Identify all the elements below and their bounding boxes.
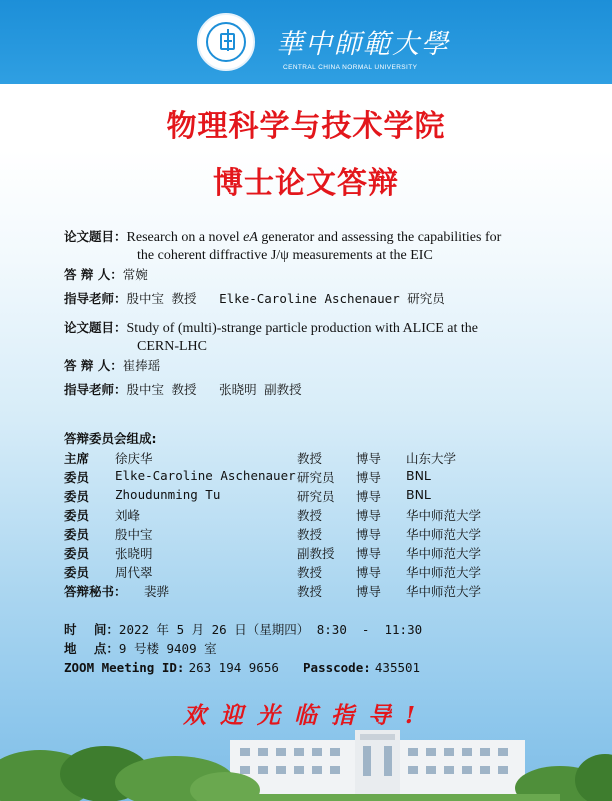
topic-text-end: generator and assessing the capabilities for	[257, 230, 502, 245]
candidate-name: 崔捧瑶	[122, 358, 161, 373]
member-org: 华中师范大学	[406, 546, 482, 561]
member-degree: 博导	[356, 489, 382, 504]
logo-emblem-icon	[209, 23, 247, 61]
member-role: 委员	[64, 508, 90, 523]
topic-text: Research on a novel	[126, 230, 244, 245]
candidate-label: 答 辩 人：	[64, 358, 123, 373]
campus-building-image	[0, 730, 612, 801]
topic-text: Study of (multi)-strange particle production with ALICE at the	[126, 321, 478, 336]
member-role: 委员	[64, 489, 90, 504]
member-title: 副教授	[297, 546, 335, 561]
member-name: Zhoudunming Tu	[115, 487, 221, 502]
member-title: 教授	[297, 527, 323, 542]
member-degree: 博导	[356, 508, 382, 523]
zoom-row	[64, 658, 420, 678]
member-degree: 博导	[356, 451, 382, 466]
member-name: 刘峰	[115, 508, 141, 523]
member-org: BNL	[406, 487, 431, 502]
member-name: Elke-Caroline Aschenauer	[115, 468, 296, 483]
member-org: 山东大学	[406, 451, 457, 466]
time-value: 2022 年 5 月 26 日（星期四） 8:30 - 11:30	[118, 622, 423, 637]
zoom-id: 263 194 9656	[188, 660, 279, 675]
committee-row	[64, 525, 564, 544]
defense-2-topic-line2: CERN-LHC	[137, 339, 207, 354]
advisor-names: 殷中宝 教授 Elke-Caroline Aschenauer 研究员	[126, 291, 445, 306]
defense-2-advisors	[64, 380, 302, 400]
defense-1-advisors	[64, 289, 445, 309]
university-logo	[197, 13, 255, 71]
committee-row	[64, 468, 564, 487]
university-name-cn: 華中師範大學	[276, 29, 450, 60]
member-role: 委员	[64, 546, 90, 561]
defense-2-topic	[64, 318, 478, 338]
member-name: 张晓明	[115, 546, 153, 561]
candidate-name: 常婉	[122, 267, 148, 282]
place-row	[64, 639, 217, 659]
member-role: 答辩秘书：	[64, 584, 127, 599]
defense-1-candidate	[64, 265, 148, 285]
member-org: 华中师范大学	[406, 565, 482, 580]
committee-row	[64, 582, 564, 601]
defense-1-topic-line2: the coherent diffractive J/ψ measurements at the EIC	[137, 248, 433, 263]
member-title: 研究员	[297, 470, 335, 485]
event-info	[64, 620, 584, 680]
committee-row	[64, 544, 564, 563]
committee-row	[64, 563, 564, 582]
member-degree: 博导	[356, 546, 382, 561]
member-org: 华中师范大学	[406, 527, 482, 542]
member-degree: 博导	[356, 565, 382, 580]
member-degree: 博导	[356, 470, 382, 485]
member-degree: 博导	[356, 584, 382, 599]
member-name: 裴骅	[144, 584, 170, 599]
candidate-label: 答 辩 人：	[64, 267, 123, 282]
defense-1-topic	[64, 227, 501, 247]
defense-1	[64, 227, 564, 312]
member-role: 委员	[64, 565, 90, 580]
member-title: 教授	[297, 508, 323, 523]
member-org: 华中师范大学	[406, 584, 482, 599]
time-label: 时 间：	[64, 622, 119, 637]
member-title: 教授	[297, 565, 323, 580]
time-row	[64, 620, 422, 640]
committee-row	[64, 506, 564, 525]
place-value: 9 号楼 9409 室	[118, 641, 217, 656]
member-title: 教授	[297, 584, 323, 599]
advisor-names: 殷中宝 教授 张晓明 副教授	[126, 382, 302, 397]
member-name: 徐庆华	[115, 451, 153, 466]
zoom-label: ZOOM Meeting ID:	[64, 660, 185, 675]
committee-row	[64, 449, 564, 468]
member-org: 华中师范大学	[406, 508, 482, 523]
member-name: 殷中宝	[115, 527, 153, 542]
header-banner	[0, 0, 612, 84]
committee-heading: 答辩委员会组成:	[64, 431, 157, 446]
member-role: 主席	[64, 451, 90, 466]
college-title: 物理科学与技术学院	[166, 109, 446, 144]
welcome-slogan: 欢迎光临指导!	[182, 702, 430, 729]
member-degree: 博导	[356, 527, 382, 542]
committee-row	[64, 487, 564, 506]
topic-label: 论文题目：	[64, 320, 127, 335]
member-title: 研究员	[297, 489, 335, 504]
member-role: 委员	[64, 470, 90, 485]
member-role: 委员	[64, 527, 90, 542]
member-name: 周代翠	[115, 565, 153, 580]
event-title: 博士论文答辩	[213, 166, 399, 201]
defense-2	[64, 318, 564, 403]
place-label: 地 点：	[64, 641, 119, 656]
passcode-label: Passcode:	[303, 660, 371, 675]
advisor-label: 指导老师：	[64, 382, 127, 397]
university-name-en: CENTRAL CHINA NORMAL UNIVERSITY	[283, 64, 418, 71]
topic-text-em: eA	[243, 230, 258, 245]
passcode-value: 435501	[374, 660, 421, 675]
member-title: 教授	[297, 451, 323, 466]
member-org: BNL	[406, 468, 431, 483]
defense-2-candidate	[64, 356, 160, 376]
advisor-label: 指导老师：	[64, 291, 127, 306]
topic-label: 论文题目：	[64, 229, 127, 244]
